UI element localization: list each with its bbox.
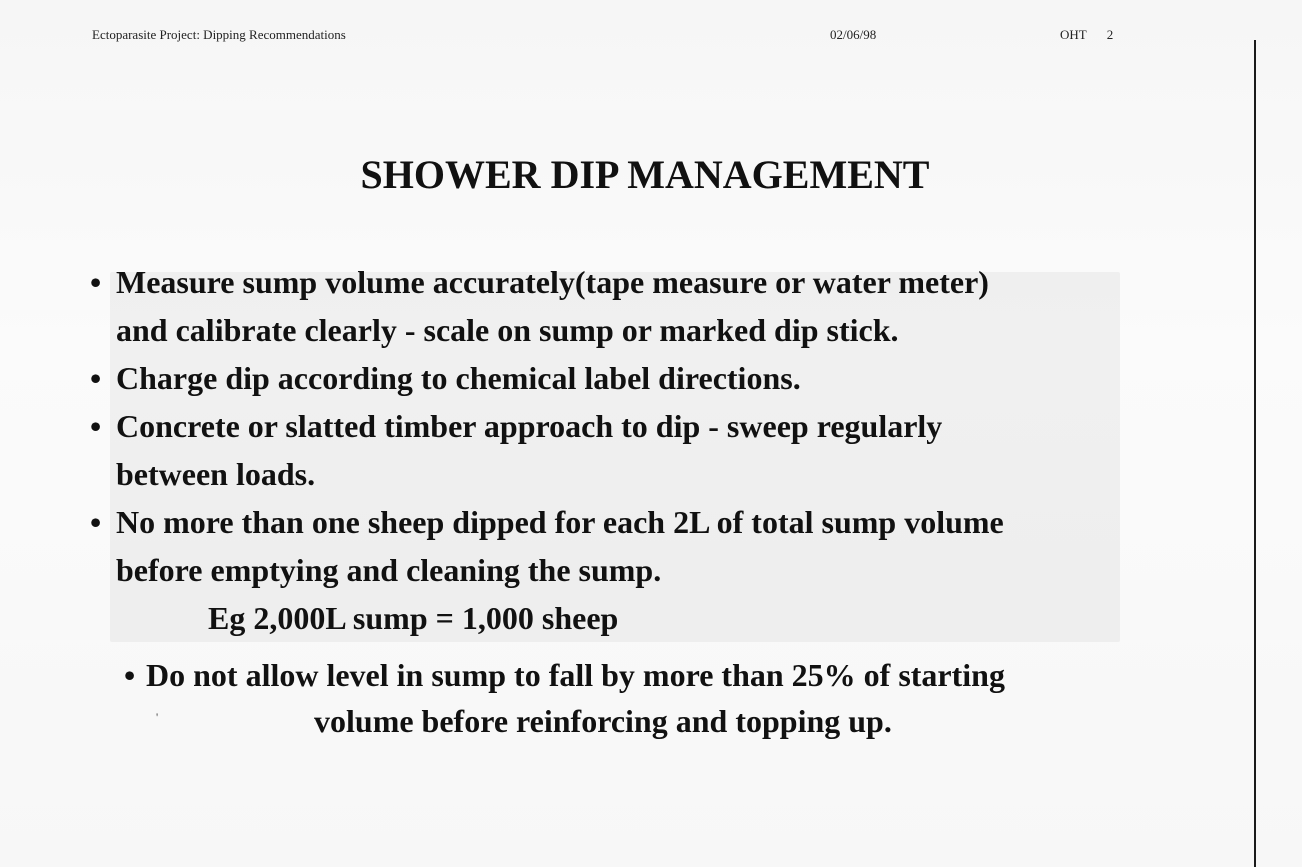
bullet-line: before emptying and cleaning the sump. bbox=[116, 552, 662, 588]
stray-mark: ' bbox=[156, 710, 159, 724]
bullet-item bbox=[90, 498, 1210, 642]
bullet-icon: • bbox=[90, 264, 102, 300]
bullet-item bbox=[90, 354, 1210, 402]
bullet-line: Measure sump volume accurately(tape measure or water meter) bbox=[116, 264, 989, 300]
header-sheet-label bbox=[1060, 27, 1113, 43]
bullet-icon: • bbox=[90, 360, 102, 396]
bullet-line: volume before reinforcing and topping up. bbox=[314, 703, 892, 739]
header-project: Ectoparasite Project: Dipping Recommendations bbox=[92, 27, 346, 42]
bullet-line: and calibrate clearly - scale on sump or marked dip stick. bbox=[116, 312, 899, 348]
bullet-item bbox=[90, 258, 1210, 354]
example-line: Eg 2,000L sump = 1,000 sheep bbox=[208, 600, 619, 636]
bullet-list bbox=[90, 258, 1210, 642]
bullet-icon: • bbox=[90, 408, 102, 444]
bullet-line: between loads. bbox=[116, 456, 316, 492]
bullet-icon: • bbox=[90, 504, 102, 540]
header-page-number: 2 bbox=[1106, 27, 1114, 42]
bullet-item bbox=[90, 402, 1210, 498]
bullet-line: Charge dip according to chemical label directions. bbox=[116, 360, 801, 396]
bullet-item-last bbox=[124, 652, 1204, 744]
header-date: 02/06/98 bbox=[830, 27, 877, 42]
page-title: SHOWER DIP MANAGEMENT bbox=[360, 152, 930, 197]
header-oht-label: OHT bbox=[1060, 27, 1087, 42]
bullet-line: Do not allow level in sump to fall by more than 25% of starting bbox=[146, 657, 1005, 693]
bullet-line: No more than one sheep dipped for each 2L of total sump volume bbox=[116, 504, 1004, 540]
bullet-line: Concrete or slatted timber approach to dip - sweep regularly bbox=[116, 408, 943, 444]
bullet-icon: • bbox=[124, 657, 136, 693]
